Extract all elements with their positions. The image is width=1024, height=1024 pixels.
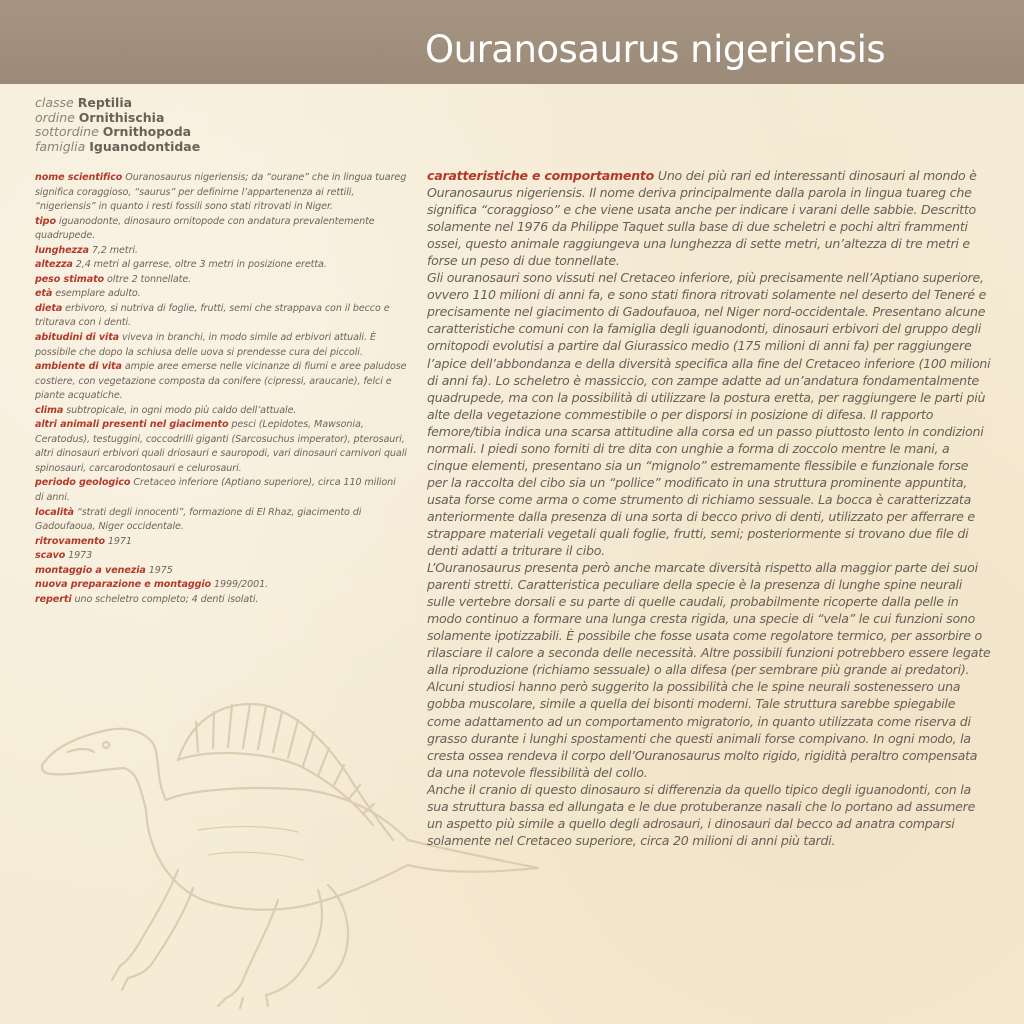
fact-text: 1999/2001. <box>211 579 269 591</box>
fact-text: pesci (Lepidotes, Mawsonia, Ceratodus), testuggini, coccodrilli giganti (Sarcosuchus imperator), pterosauri, altri dinosauri erbivori quali driosauri e sauropodi, vari dinosauri carnivori quali spinosauri, carcarodontosauri e celurosauri. <box>35 419 407 474</box>
fact-text: 1971 <box>104 535 132 547</box>
fact-text: “strati degli innocenti”, formazione di El Rhaz, giacimento di Gadoufaoua, Niger occidentale. <box>35 506 362 533</box>
description-paragraph: Anche il cranio di questo dinosauro si differenzia da quello tipico degli iguanodonti, con la sua struttura bassa ed allungata e le due protuberanze nasali che lo portano ad assumere un aspetto più simile a quello degli adrosauri, i dinosauri dal becco ad anatra comparsi solamente nel Cretaceo superiore, circa 20 milioni di anni più tardi. <box>427 781 976 848</box>
fact-item <box>35 507 361 533</box>
fact-key: nuova preparazione e montaggio <box>35 579 212 591</box>
description-heading: caratteristiche e comportamento <box>427 168 655 183</box>
fact-item <box>35 361 406 401</box>
fact-key: peso stimato <box>35 273 105 285</box>
taxonomy-row-ordine <box>35 111 200 126</box>
fact-item <box>35 405 296 416</box>
description-paragraph <box>427 167 991 269</box>
fact-key: altri animali presenti nel giacimento <box>35 419 229 431</box>
fact-text: uno scheletro completo; 4 denti isolati. <box>71 593 259 605</box>
fact-key: altezza <box>35 259 73 271</box>
fact-item <box>35 536 132 547</box>
description-paragraph: L’Ouranosaurus presenta però anche marcate diversità rispetto alla maggior parte dei suoi parenti stretti. Caratteristica peculiare della specie è la presenza di lunghe spine neurali sulle vertebre dorsali e su parte di quelle caudali, probabilmente ricoperte dalla pelle in modo continuo a formare una lunga cresta rigida, una specie di “vela” le cui funzioni sono solamente ipotizzabili. È possibile che fosse usata come regolatore termico, per assorbire o rilasciare il calore a seconda delle necessità. Altre possibili funzioni potrebbero essere legate alla riproduzione (richiamo sessuale) o alla difesa (per sembrare più grande ai predatori). <box>427 560 991 678</box>
page-title: Ouranosaurus nigeriensis <box>425 28 886 71</box>
taxonomy-label: classe <box>35 95 74 110</box>
fact-item <box>35 332 376 358</box>
taxonomy-value: Reptilia <box>77 95 133 110</box>
fact-key: nome scientifico <box>35 172 123 183</box>
fact-item <box>35 579 268 590</box>
description-paragraph: Alcuni studiosi hanno però suggerito la possibilità che le spine neurali sostenessero una gobba muscolare, simile a quella dei bisonti moderni. Tale struttura sarebbe spiegabile come adattamento ad un comportamento migratorio, in quanto utilizzata come riserva di grasso durante i lunghi spostamenti che questi animali forse compivano. In ogni modo, la cresta ossea rendeva il corpo dell’Ouranosaurus molto rigido, rigidità peraltro compensata da una notevole flessibilità del collo. <box>427 679 978 780</box>
taxonomy-value: Iguanodontidae <box>89 138 201 154</box>
fact-item <box>35 172 406 212</box>
fact-key: dieta <box>35 302 63 314</box>
fact-text: 7,2 metri. <box>88 244 138 256</box>
fact-item <box>35 274 191 285</box>
fact-item <box>35 477 396 503</box>
fact-item <box>35 245 138 256</box>
fact-item <box>35 565 173 576</box>
taxonomy-label: famiglia <box>35 138 86 154</box>
fact-key: montaggio a venezia <box>35 564 146 576</box>
fact-item <box>35 216 375 242</box>
taxonomy-label: ordine <box>35 109 75 125</box>
fact-key: periodo geologico <box>35 477 131 489</box>
description-body <box>427 167 991 849</box>
taxonomy-block <box>35 96 200 154</box>
fact-key: ambiente di vita <box>35 361 122 373</box>
fact-key: reperti <box>35 593 72 605</box>
fact-key: ritrovamento <box>35 535 105 547</box>
fact-text: subtropicale, in ogni modo più caldo dell’attuale. <box>63 404 297 416</box>
description-paragraph: Gli ouranosauri sono vissuti nel Cretaceo inferiore, più precisamente nell’Aptiano superiore, ovvero 110 milioni di anni fa, e sono stati finora ritrovati solamente nel deserto del Teneré e precisamente nel giacimento di Gadoufauoa, nel Niger nord-occidentale. Presentano alcune caratteristiche comuni con la famiglia degli iguanodonti, dinosauri erbivori del gruppo degli ornitopodi evolutisi a partire dal Giurassico medio (175 milioni di anni fa) per raggiungere l’apice dell’abbondanza e della diversità specifica alla fine del Cretaceo inferiore (100 milioni di anni fa). Lo scheletro è massiccio, con zampe adatte ad un’andatura fondamentalmente quadrupede, ma con la possibilità di utilizzare la postura eretta, per raggiungere le parti più alte della vegetazione commestibile o per disporsi in posizione di difesa. Il rapporto femore/tibia indica una scarsa attitudine alla corsa ed un passo piuttosto lento in condizioni normali. I piedi sono forniti di tre dita con unghie a forma di zoccolo mentre le mani, a cinque elementi, presentano sia un “mignolo” estremamente flessibile e funzionale forse per la raccolta del cibo sia un “pollice” modificato in una struttura prominente appuntita, usata forse come arma o come strumento di richiamo sessuale. La bocca è caratterizzata anteriormente dalla presenza di una sorta di becco privo di denti, utilizzato per afferrare e strappare materiali vegetali quali foglie, frutti, semi; posteriormente si trovano due file di denti adatti a triturare il cibo. <box>427 270 991 559</box>
fact-key: tipo <box>35 215 56 227</box>
fact-key: clima <box>35 404 64 416</box>
taxonomy-value: Ornithischia <box>78 109 165 125</box>
title-banner <box>0 0 1024 84</box>
taxonomy-row-famiglia <box>35 140 200 155</box>
facts-list <box>35 171 407 607</box>
fact-item <box>35 419 407 474</box>
taxonomy-row-sottordine <box>35 125 200 140</box>
fact-text: iguanodonte, dinosauro ornitopode con andatura prevalentemente quadrupede. <box>35 215 375 242</box>
taxonomy-row-classe <box>35 96 200 111</box>
fact-text: viveva in branchi, in modo simile ad erbivori attuali. È possibile che dopo la schiusa delle uova si prendesse cura dei piccoli. <box>35 332 376 358</box>
taxonomy-value: Ornithopoda <box>102 124 192 139</box>
paragraph-text: Uno dei più rari ed interessanti dinosauri al mondo è Ouranosaurus nigeriensis. Il nome deriva principalmente dalla parola in lingua tuareg che significa “coraggioso” e che viene usata anche per indicare i varani delle sabbie. Descritto solamente nel 1976 da Philippe Taquet sulla base di due scheletri e pochi altri frammenti ossei, questo animale raggiungeva una lunghezza di sette metri, un’altezza di tre metri e forse un peso di due tonnellate. <box>427 168 977 269</box>
fact-item <box>35 550 92 561</box>
fact-key: abitudini di vita <box>35 332 120 344</box>
fact-item <box>35 303 390 329</box>
fact-item <box>35 594 258 605</box>
fact-text: esemplare adulto. <box>52 288 141 300</box>
fact-text: Cretaceo inferiore (Aptiano superiore), circa 110 milioni di anni. <box>35 477 396 504</box>
fact-text: 2,4 metri al garrese, oltre 3 metri in posizione eretta. <box>72 259 327 271</box>
fact-item <box>35 288 141 299</box>
fact-text: ampie aree emerse nelle vicinanze di fiumi e aree paludose costiere, con vegetazione composta da conifere (cipressi, araucarie), felci e piante acquatiche. <box>35 361 407 402</box>
fact-key: età <box>35 288 53 300</box>
fact-item <box>35 259 327 270</box>
fact-text: 1973 <box>65 550 93 562</box>
fact-text: oltre 2 tonnellate. <box>104 273 192 285</box>
fact-key: scavo <box>35 550 66 562</box>
fact-text: erbivoro, si nutriva di foglie, frutti, semi che strappava con il becco e triturava con i denti. <box>35 302 390 329</box>
taxonomy-label: sottordine <box>35 124 99 139</box>
fact-text: 1975 <box>145 564 173 576</box>
fact-key: lunghezza <box>35 244 89 256</box>
fact-text: Ouranosaurus nigeriensis; da “ourane” che in lingua tuareg significa coraggioso, “saurus” per definirne l’appartenenza ai rettili, “nigeriensis” in quanto i resti fossili sono stati ritrovati in Niger. <box>35 172 407 213</box>
fact-key: località <box>35 506 74 518</box>
